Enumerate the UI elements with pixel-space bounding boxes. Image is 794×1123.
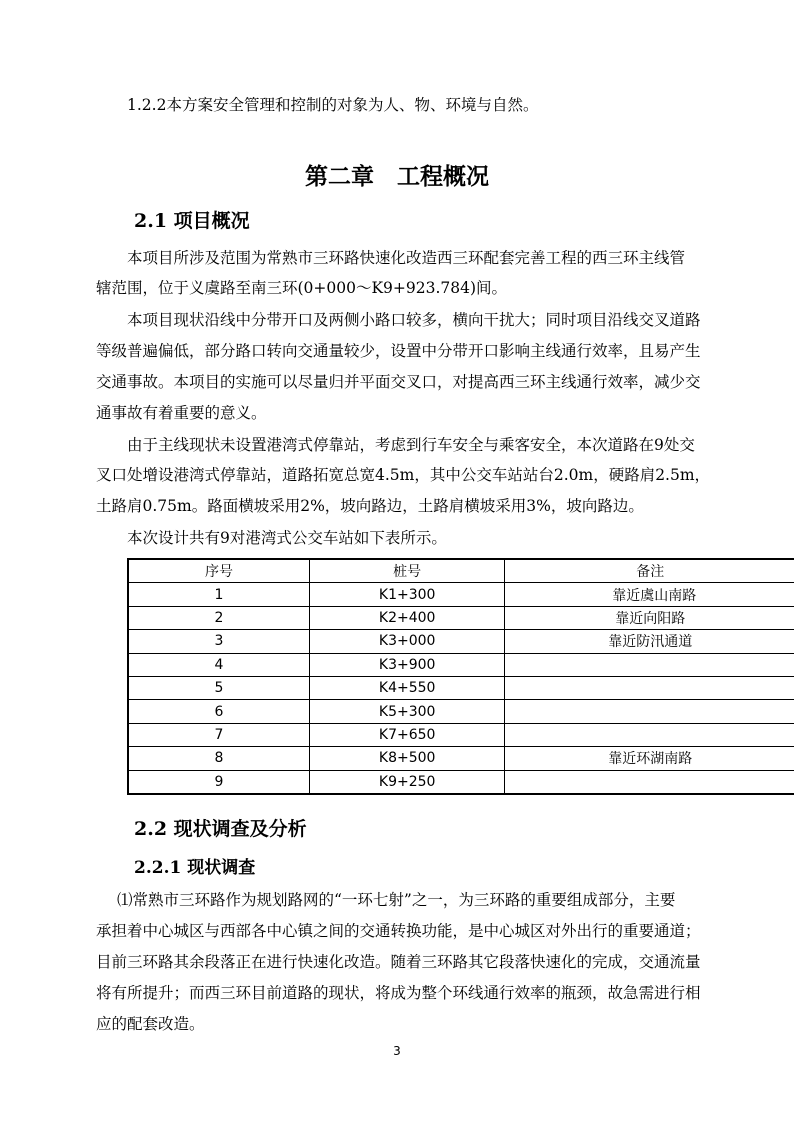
paragraph-line: 承担着中心城区与西部各中心镇之间的交通转换功能，是中心城区对外出行的重要通道； [96,922,701,940]
table-header-row [128,559,794,583]
table-cell: 9 [128,770,309,794]
table-row [128,606,794,629]
table-cell: K8+500 [309,747,505,770]
table-row [128,676,794,699]
table-cell: 靠近防汛通道 [505,630,794,653]
table-cell: K9+250 [309,770,505,794]
table-cell: 4 [128,653,309,676]
paragraph-line: 辖范围，位于义虞路至南三环(0+000～K9+923.784)间。 [96,279,508,297]
table-cell [505,676,794,699]
chapter-title: 第二章 工程概况 [305,163,489,190]
paragraph-line: 本项目所涉及范围为常熟市三环路快速化改造西三环配套完善工程的西三环主线管 [127,249,686,267]
table-cell [505,723,794,746]
table-cell: K4+550 [309,676,505,699]
table-cell [505,653,794,676]
paragraph-line: 本次设计共有9对港湾式公交车站如下表所示。 [127,529,447,547]
table-cell: 7 [128,723,309,746]
table-row [128,700,794,723]
table-cell: 8 [128,747,309,770]
section-title-2-1: 2.1 项目概况 [134,210,250,232]
paragraph-line: 本项目现状沿线中分带开口及两侧小路口较多，横向干扰大；同时项目沿线交叉道路 [127,311,701,329]
table-row [128,770,794,794]
paragraph-line: 土路肩0.75m。路面横坡采用2%，坡向路边，土路肩横坡采用3%，坡向路边。 [96,497,644,515]
table-cell: K7+650 [309,723,505,746]
bus-station-table [127,558,794,795]
table-row [128,747,794,770]
table-cell [505,700,794,723]
paragraph-line: ⑴常熟市三环路作为规划路网的“一环七射”之一，为三环路的重要组成部分，主要 [117,891,676,909]
table-cell: K2+400 [309,606,505,629]
table-cell: 5 [128,676,309,699]
subsection-title-2-2-1: 2.2.1 现状调查 [134,858,256,878]
table-cell: 6 [128,700,309,723]
paragraph-line: 目前三环路其余段落正在进行快速化改造。随着三环路其它段落快速化的完成，交通流量 [96,953,701,971]
page-number: 3 [393,1044,401,1058]
paragraph-line: 将有所提升；而西三环目前道路的现状，将成为整个环线通行效率的瓶颈，故急需进行相 [96,984,701,1002]
table-cell [505,770,794,794]
table-header: 序号 [128,559,309,583]
table-cell: 靠近向阳路 [505,606,794,629]
table-cell: 靠近虞山南路 [505,583,794,606]
table-row [128,723,794,746]
table-cell: K1+300 [309,583,505,606]
table-cell: K5+300 [309,700,505,723]
table-cell: 3 [128,630,309,653]
table-cell: K3+000 [309,630,505,653]
table-row [128,653,794,676]
section-title-2-2: 2.2 现状调查及分析 [134,818,307,840]
intro-text: 1.2.2本方案安全管理和控制的对象为人、物、环境与自然。 [127,96,539,114]
table-header: 桩号 [309,559,505,583]
paragraph-line: 通事故有着重要的意义。 [96,404,267,422]
paragraph-line: 等级普遍偏低，部分路口转向交通量较少，设置中分带开口影响主线通行效率，且易产生 [96,342,701,360]
table-row [128,630,794,653]
table-row [128,583,794,606]
table-cell: 1 [128,583,309,606]
table-cell: 2 [128,606,309,629]
paragraph-line: 由于主线现状未设置港湾式停靠站，考虑到行车安全与乘客安全，本次道路在9处交 [127,436,695,454]
paragraph-line: 叉口处增设港湾式停靠站，道路拓宽总宽4.5m，其中公交车站站台2.0m，硬路肩2.5m， [96,466,711,484]
paragraph-line: 应的配套改造。 [96,1015,205,1033]
paragraph-line: 交通事故。本项目的实施可以尽量归并平面交叉口，对提高西三环主线通行效率，减少交 [96,373,701,391]
table-header: 备注 [505,559,794,583]
table-cell: 靠近环湖南路 [505,747,794,770]
table-cell: K3+900 [309,653,505,676]
